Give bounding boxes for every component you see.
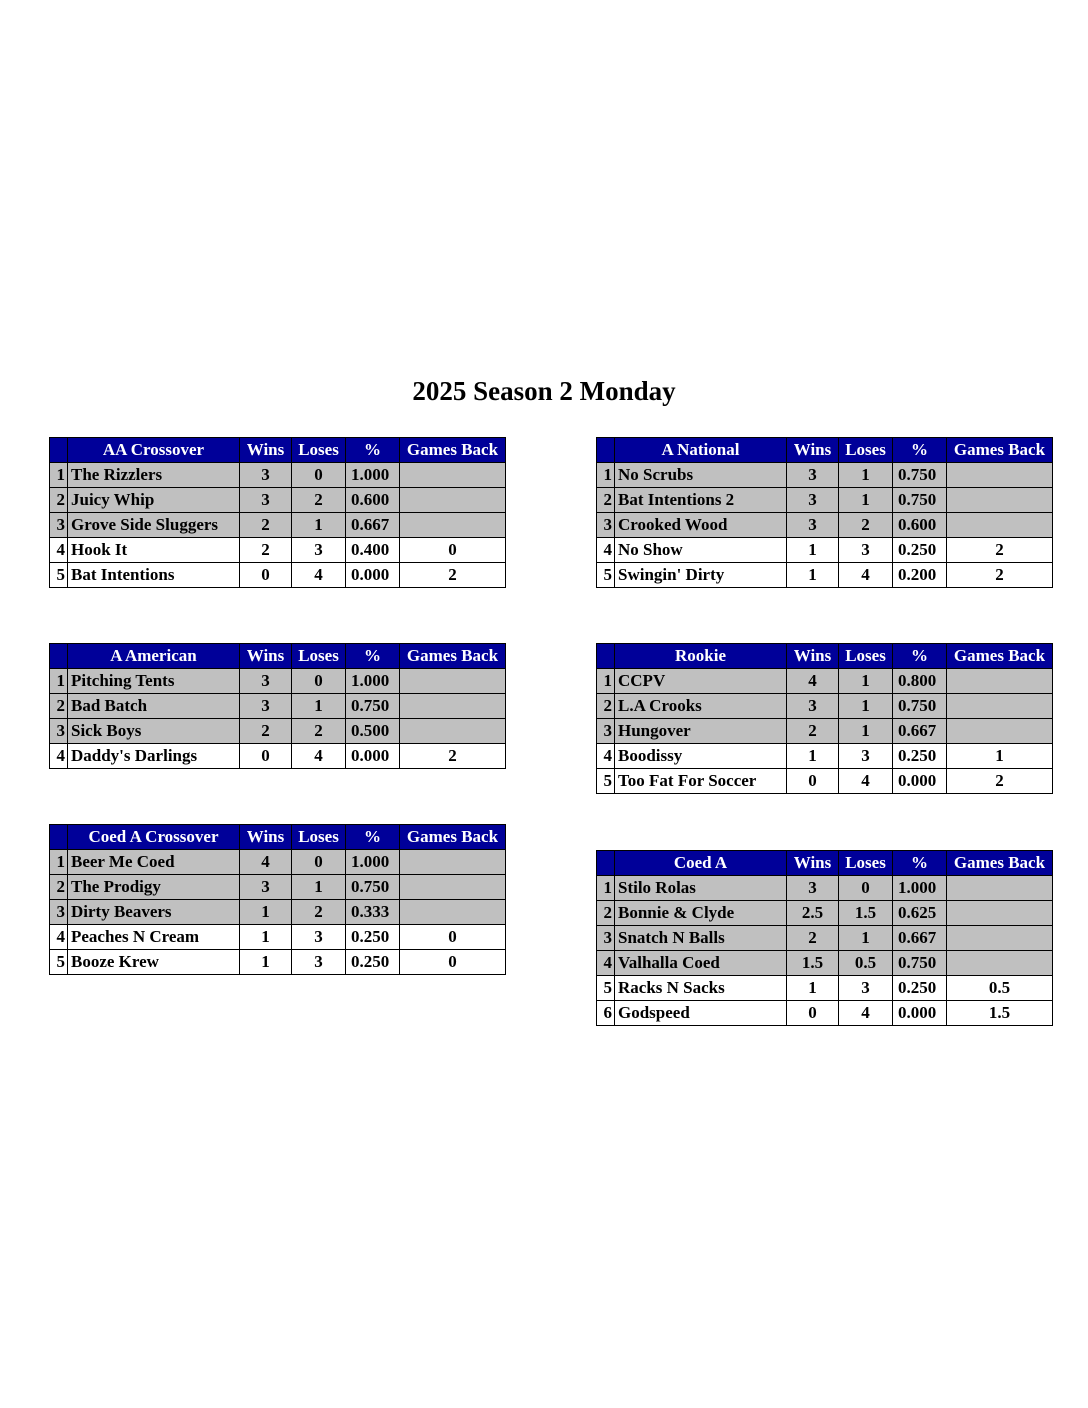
games-back-cell: 2 [947,563,1053,588]
team-name-cell: Bat Intentions [68,563,240,588]
team-name-cell: Too Fat For Soccer [615,769,787,794]
rank-cell: 5 [597,976,615,1001]
table-row [50,513,506,538]
team-name-cell: Hungover [615,719,787,744]
loses-cell: 2 [839,513,893,538]
team-name-cell: Peaches N Cream [68,925,240,950]
page-title: 2025 Season 2 Monday [412,376,676,406]
games-back-cell: 2 [947,769,1053,794]
rank-cell: 3 [50,719,68,744]
header-games-back: Games Back [947,438,1053,463]
rank-cell: 2 [597,901,615,926]
team-name-cell: Dirty Beavers [68,900,240,925]
table-row [597,976,1053,1001]
loses-cell: 4 [839,1001,893,1026]
wins-cell: 1 [240,925,292,950]
games-back-cell [947,488,1053,513]
header-wins: Wins [787,438,839,463]
wins-cell: 2 [240,538,292,563]
team-name-cell: Swingin' Dirty [615,563,787,588]
games-back-cell: 0.5 [947,976,1053,1001]
table-row [597,563,1053,588]
games-back-cell [947,901,1053,926]
table-row [50,900,506,925]
loses-cell: 1 [839,926,893,951]
pct-cell: 0.000 [893,769,947,794]
rank-cell: 5 [597,563,615,588]
pct-cell: 0.750 [346,875,400,900]
rank-cell: 1 [50,463,68,488]
table-row [597,876,1053,901]
wins-cell: 3 [240,463,292,488]
wins-cell: 3 [240,669,292,694]
loses-cell: 2 [292,900,346,925]
loses-cell: 1 [839,669,893,694]
games-back-cell: 2 [400,744,506,769]
wins-cell: 3 [240,694,292,719]
team-name-cell: Hook It [68,538,240,563]
games-back-cell [400,875,506,900]
pct-cell: 0.500 [346,719,400,744]
team-name-cell: Sick Boys [68,719,240,744]
table-row [597,744,1053,769]
rank-cell: 4 [597,744,615,769]
games-back-cell [947,926,1053,951]
wins-cell: 4 [787,669,839,694]
team-name-cell: Beer Me Coed [68,850,240,875]
team-name-cell: Crooked Wood [615,513,787,538]
wins-cell: 1 [240,950,292,975]
header-rank [50,644,68,669]
header-division: Rookie [615,644,787,669]
rank-cell: 3 [597,926,615,951]
table-row [50,850,506,875]
pct-cell: 0.750 [893,951,947,976]
team-name-cell: Racks N Sacks [615,976,787,1001]
rank-cell: 2 [50,875,68,900]
loses-cell: 0 [839,876,893,901]
team-name-cell: Valhalla Coed [615,951,787,976]
standings-table-a-national [596,437,1053,588]
header-pct: % [346,438,400,463]
header-division: Coed A Crossover [68,825,240,850]
pct-cell: 0.750 [346,694,400,719]
pct-cell: 0.000 [893,1001,947,1026]
wins-cell: 2.5 [787,901,839,926]
standings-table-coed-a-crossover [49,824,506,975]
loses-cell: 4 [839,563,893,588]
table-row [50,875,506,900]
loses-cell: 1 [839,463,893,488]
games-back-cell [400,513,506,538]
table-header-row [597,851,1053,876]
loses-cell: 4 [292,744,346,769]
pct-cell: 0.750 [893,488,947,513]
games-back-cell: 1 [947,744,1053,769]
rank-cell: 3 [597,513,615,538]
team-name-cell: Bat Intentions 2 [615,488,787,513]
rank-cell: 3 [597,719,615,744]
header-rank [50,825,68,850]
rank-cell: 4 [50,744,68,769]
team-name-cell: Juicy Whip [68,488,240,513]
rank-cell: 5 [50,563,68,588]
standings-table-a-american [49,643,506,769]
wins-cell: 3 [787,488,839,513]
games-back-cell [400,850,506,875]
loses-cell: 0 [292,669,346,694]
loses-cell: 1 [292,875,346,900]
pct-cell: 1.000 [346,850,400,875]
team-name-cell: CCPV [615,669,787,694]
pct-cell: 0.000 [346,563,400,588]
pct-cell: 0.250 [893,976,947,1001]
table-row [50,488,506,513]
standings-table-coed-a [596,850,1053,1026]
team-name-cell: Bad Batch [68,694,240,719]
team-name-cell: Stilo Rolas [615,876,787,901]
header-rank [597,438,615,463]
rank-cell: 4 [50,538,68,563]
games-back-cell [400,694,506,719]
games-back-cell [400,719,506,744]
header-loses: Loses [839,438,893,463]
wins-cell: 0 [240,563,292,588]
rank-cell: 1 [50,850,68,875]
team-name-cell: No Show [615,538,787,563]
table-row [50,925,506,950]
games-back-cell: 0 [400,925,506,950]
header-division: A American [68,644,240,669]
pct-cell: 0.600 [346,488,400,513]
pct-cell: 0.750 [893,463,947,488]
team-name-cell: No Scrubs [615,463,787,488]
rank-cell: 5 [597,769,615,794]
wins-cell: 2 [240,719,292,744]
table-row [50,950,506,975]
team-name-cell: The Rizzlers [68,463,240,488]
header-pct: % [346,644,400,669]
games-back-cell: 0 [400,538,506,563]
rank-cell: 2 [597,694,615,719]
header-wins: Wins [240,644,292,669]
pct-cell: 0.333 [346,900,400,925]
header-games-back: Games Back [400,825,506,850]
table-row [50,694,506,719]
wins-cell: 0 [787,769,839,794]
table-row [597,719,1053,744]
header-division: Coed A [615,851,787,876]
rank-cell: 4 [597,538,615,563]
rank-cell: 2 [597,488,615,513]
pct-cell: 1.000 [346,463,400,488]
games-back-cell [947,669,1053,694]
wins-cell: 3 [787,694,839,719]
loses-cell: 3 [839,538,893,563]
loses-cell: 0 [292,463,346,488]
games-back-cell: 0 [400,950,506,975]
rank-cell: 5 [50,950,68,975]
team-name-cell: Godspeed [615,1001,787,1026]
pct-cell: 0.667 [893,926,947,951]
rank-cell: 4 [50,925,68,950]
pct-cell: 0.750 [893,694,947,719]
wins-cell: 3 [240,488,292,513]
table-header-row [50,644,506,669]
wins-cell: 0 [787,1001,839,1026]
wins-cell: 3 [787,513,839,538]
rank-cell: 4 [597,951,615,976]
header-loses: Loses [292,644,346,669]
team-name-cell: L.A Crooks [615,694,787,719]
wins-cell: 3 [787,463,839,488]
rank-cell: 1 [597,669,615,694]
standings-table-aa-crossover [49,437,506,588]
rank-cell: 2 [50,488,68,513]
loses-cell: 3 [839,744,893,769]
pct-cell: 0.250 [893,744,947,769]
games-back-cell [400,463,506,488]
rank-cell: 2 [50,694,68,719]
table-row [597,1001,1053,1026]
standings-table-rookie [596,643,1053,794]
table-row [597,488,1053,513]
loses-cell: 0.5 [839,951,893,976]
rank-cell: 3 [50,900,68,925]
table-row [50,538,506,563]
wins-cell: 0 [240,744,292,769]
table-row [597,669,1053,694]
header-loses: Loses [292,825,346,850]
pct-cell: 1.000 [893,876,947,901]
pct-cell: 0.000 [346,744,400,769]
games-back-cell [400,900,506,925]
loses-cell: 4 [839,769,893,794]
table-header-row [50,438,506,463]
pct-cell: 0.667 [893,719,947,744]
loses-cell: 3 [839,976,893,1001]
header-division: A National [615,438,787,463]
table-header-row [50,825,506,850]
header-rank [597,851,615,876]
table-row [50,463,506,488]
games-back-cell: 2 [400,563,506,588]
table-row [597,769,1053,794]
pct-cell: 0.250 [893,538,947,563]
header-games-back: Games Back [400,438,506,463]
loses-cell: 0 [292,850,346,875]
table-row [50,563,506,588]
rank-cell: 6 [597,1001,615,1026]
team-name-cell: Grove Side Sluggers [68,513,240,538]
table-row [597,463,1053,488]
table-row [597,951,1053,976]
pct-cell: 0.200 [893,563,947,588]
team-name-cell: Booze Krew [68,950,240,975]
table-header-row [597,438,1053,463]
rank-cell: 1 [50,669,68,694]
header-loses: Loses [839,851,893,876]
wins-cell: 1 [787,538,839,563]
wins-cell: 2 [240,513,292,538]
header-pct: % [893,438,947,463]
header-games-back: Games Back [947,851,1053,876]
header-rank [597,644,615,669]
pct-cell: 0.250 [346,950,400,975]
header-loses: Loses [292,438,346,463]
loses-cell: 4 [292,563,346,588]
header-wins: Wins [240,438,292,463]
pct-cell: 0.667 [346,513,400,538]
loses-cell: 3 [292,925,346,950]
loses-cell: 1 [839,719,893,744]
pct-cell: 1.000 [346,669,400,694]
header-wins: Wins [240,825,292,850]
pct-cell: 0.800 [893,669,947,694]
games-back-cell [400,669,506,694]
wins-cell: 1 [787,744,839,769]
wins-cell: 3 [787,876,839,901]
games-back-cell [947,951,1053,976]
header-loses: Loses [839,644,893,669]
wins-cell: 1 [787,563,839,588]
loses-cell: 3 [292,538,346,563]
games-back-cell [947,513,1053,538]
table-row [597,513,1053,538]
pct-cell: 0.250 [346,925,400,950]
wins-cell: 4 [240,850,292,875]
loses-cell: 2 [292,488,346,513]
pct-cell: 0.600 [893,513,947,538]
team-name-cell: Snatch N Balls [615,926,787,951]
wins-cell: 3 [240,875,292,900]
loses-cell: 1 [839,488,893,513]
header-pct: % [893,851,947,876]
table-row [50,719,506,744]
loses-cell: 3 [292,950,346,975]
games-back-cell [947,694,1053,719]
rank-cell: 3 [50,513,68,538]
header-games-back: Games Back [947,644,1053,669]
rank-cell: 1 [597,876,615,901]
team-name-cell: Boodissy [615,744,787,769]
table-row [597,538,1053,563]
pct-cell: 0.625 [893,901,947,926]
games-back-cell [947,463,1053,488]
table-row [597,926,1053,951]
team-name-cell: Daddy's Darlings [68,744,240,769]
table-row [50,744,506,769]
loses-cell: 1.5 [839,901,893,926]
team-name-cell: Bonnie & Clyde [615,901,787,926]
games-back-cell [400,488,506,513]
wins-cell: 1 [787,976,839,1001]
header-wins: Wins [787,851,839,876]
rank-cell: 1 [597,463,615,488]
loses-cell: 2 [292,719,346,744]
games-back-cell [947,876,1053,901]
loses-cell: 1 [292,694,346,719]
table-row [50,669,506,694]
wins-cell: 1.5 [787,951,839,976]
pct-cell: 0.400 [346,538,400,563]
games-back-cell: 2 [947,538,1053,563]
team-name-cell: The Prodigy [68,875,240,900]
header-games-back: Games Back [400,644,506,669]
loses-cell: 1 [292,513,346,538]
header-pct: % [346,825,400,850]
team-name-cell: Pitching Tents [68,669,240,694]
header-division: AA Crossover [68,438,240,463]
table-row [597,694,1053,719]
table-row [597,901,1053,926]
wins-cell: 2 [787,926,839,951]
header-rank [50,438,68,463]
table-header-row [597,644,1053,669]
games-back-cell [947,719,1053,744]
header-pct: % [893,644,947,669]
wins-cell: 1 [240,900,292,925]
loses-cell: 1 [839,694,893,719]
wins-cell: 2 [787,719,839,744]
games-back-cell: 1.5 [947,1001,1053,1026]
header-wins: Wins [787,644,839,669]
